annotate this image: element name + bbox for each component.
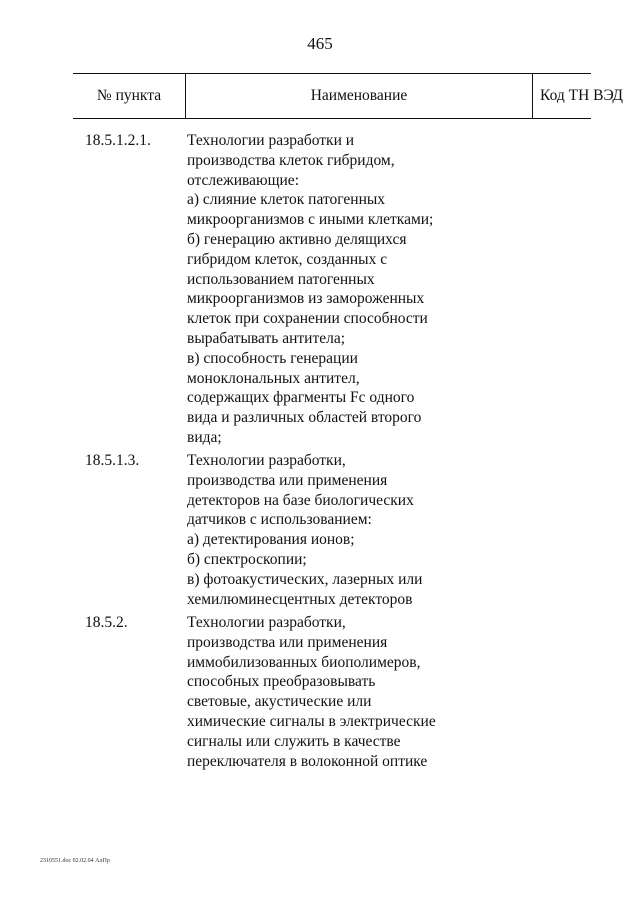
entry-line: гибридом клеток, созданных с	[187, 250, 388, 268]
table-header	[73, 73, 624, 119]
entry-line: а) детектирования ионов;	[187, 531, 355, 549]
entry-line: микроорганизмов с иными клетками;	[187, 211, 434, 229]
entry-line: производства или применения	[187, 471, 388, 489]
entry-line: клеток при сохранении способности	[187, 310, 428, 328]
entry-line: хемилюминесцентных детекторов	[187, 590, 413, 608]
entry-line: б) спектроскопии;	[187, 550, 307, 568]
entry-line: сигналы или служить в качестве	[187, 732, 401, 750]
entry-line: световые, акустические или	[187, 693, 372, 711]
entry-number: 18.5.2.	[85, 614, 128, 631]
entry-line: детекторов на базе биологических	[187, 491, 414, 509]
document-footer: 2310551.doc 02.02.04 АлПр	[40, 858, 110, 864]
entry-line: вырабатывать антитела;	[187, 329, 346, 347]
entry-line: производства клеток гибридом,	[187, 151, 395, 169]
page-number: 465	[307, 34, 333, 53]
entry-line: отслеживающие:	[187, 171, 299, 189]
entry-line: Технологии разработки и	[187, 132, 355, 149]
header-item-number: № пункта	[96, 87, 162, 104]
entry-line: моноклональных антител,	[187, 369, 360, 387]
entry-line: в) фотоакустических, лазерных или	[187, 570, 423, 588]
entry-text	[187, 451, 457, 609]
entry-number: 18.5.1.2.1.	[85, 132, 151, 149]
entry-line: вида и различных областей второго	[187, 409, 422, 427]
header-item-name: Наименование	[185, 74, 533, 118]
entry-line: химические сигналы в электрические	[187, 712, 436, 730]
header-item-code: Код ТН ВЭД	[540, 87, 624, 104]
entry-line: Технологии разработки,	[187, 452, 346, 469]
entry-line: Технологии разработки,	[187, 614, 346, 631]
entry-line: в) способность генерации	[187, 349, 358, 367]
entry-line: б) генерацию активно делящихся	[187, 230, 407, 248]
entry-line: датчиков с использованием:	[187, 511, 372, 529]
entry-number: 18.5.1.3.	[85, 452, 140, 469]
entry-text	[187, 131, 457, 448]
entry-line: микроорганизмов из замороженных	[187, 290, 425, 308]
entry-line: иммобилизованных биополимеров,	[187, 653, 421, 671]
entry-line: способных преобразовывать	[187, 673, 376, 691]
entry-line: использованием патогенных	[187, 270, 375, 288]
entry-line: переключателя в волоконной оптике	[187, 752, 428, 770]
entry-line: а) слияние клеток патогенных	[187, 191, 386, 209]
entry-line: содержащих фрагменты Fc одного	[187, 389, 415, 407]
entry-text	[187, 613, 457, 771]
entry-line: производства или применения	[187, 633, 388, 651]
entry-line: вида;	[187, 428, 222, 446]
